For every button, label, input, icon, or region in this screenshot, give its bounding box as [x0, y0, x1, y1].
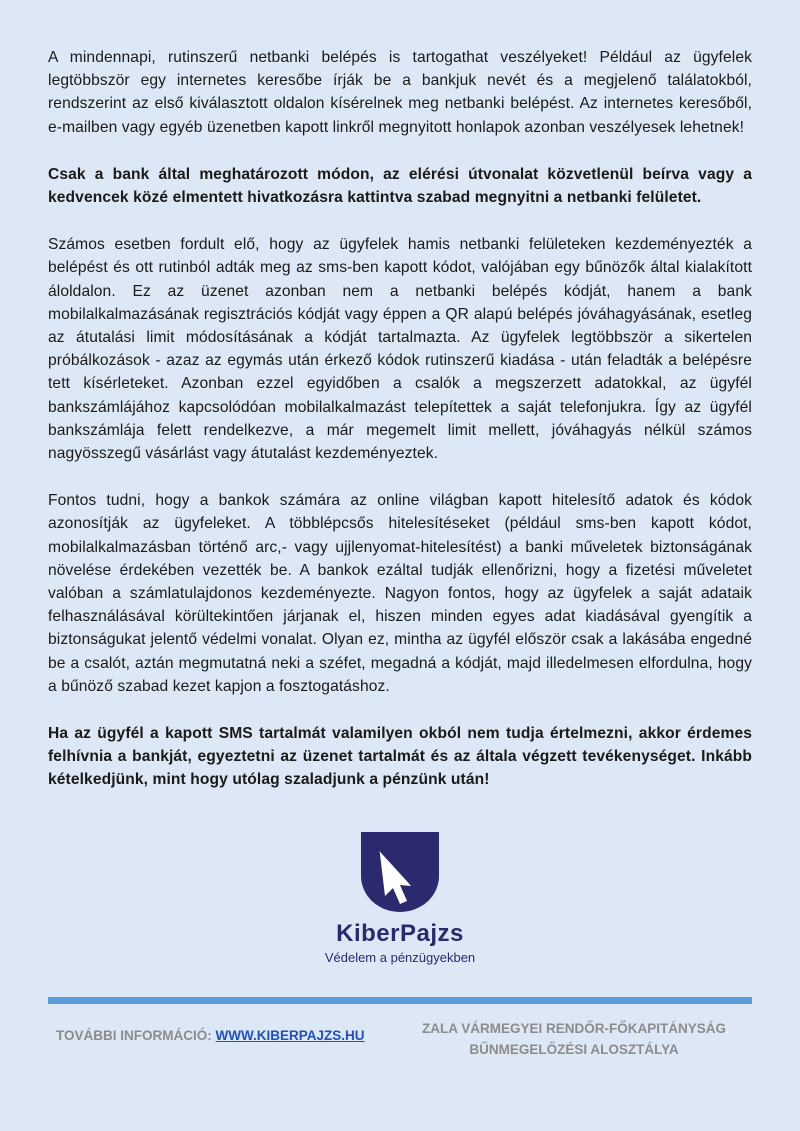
paragraph-warning: Csak a bank által meghatározott módon, az elérési útvonalat közvetlenül beírva vagy a kedvencek közé elmentett hivatkozásra kattintva szabad megnyitni a netbanki felületet. [48, 165, 752, 207]
document-body [48, 46, 752, 816]
shield-cursor-icon [357, 828, 443, 914]
paragraph-advice: Ha az ügyfél a kapott SMS tartalmát valamilyen okból nem tudja értelmezni, akkor érdemes felhívnia a bankját, egyeztetni az üzenet tartalmát és az általa végzett tevékenységet. Inkább kételkedjünk, mint hogy utólag szaladjunk a pénzünk után! [48, 725, 752, 789]
footer-organization [402, 1018, 746, 1060]
footer-org-line1: ZALA VÁRMEGYEI RENDŐR-FŐKAPITÁNYSÁG [421, 1021, 726, 1036]
paragraph-fraud-cases: Számos esetben fordult elő, hogy az ügyfelek hamis netbanki felületeken kezdeményezték a belépést és ott rutinból adták meg az sms-ben kapott kódot, valójában egy bűnözők által kialakított áloldalon. Ez az üzenet azonban nem a netbanki belépés kódját, hanem a bank mobilalkalmazásának regisztrációs kódját vagy éppen a QR alapú belépés jóváhagyásának, esetleg az átutalási limit módosításának a kódját tartalmazta. Az ügyfelek legtöbbször a sikertelen próbálkozások - azaz az egymás után érkező kódok rutinszerű kiadása - után feladták a belépésre tett kísérleteket. Azonban ezzel egyidőben a csalók a megszerzett adatokkal, az ügyfél bankszámlájához kapcsolódóan mobilalkalmazást telepítettek a saját telefonjukra. Így az ügyfél bankszámlája felett rendelkezve, a már megemelt limit mellett, jóváhagyás nélkül számos nagyösszegű vásárlást vagy átutalást kezdeményeztek. [48, 236, 752, 463]
paragraph-intro: A mindennapi, rutinszerű netbanki belépés is tartogathat veszélyeket! Például az ügyfelek legtöbbször egy internetes keresőbe írják be a bankjuk nevét és a megjelenő találatokból, rendszerint az első kiválasztott oldalon kísérelnek meg netbanki belépést. Az internetes keresőből, e-mailben vagy egyéb üzenetben kapott linkről megnyitott honlapok azonban veszélyesek lehetnek! [48, 49, 752, 136]
footer-org-line2: BŰNMEGELŐZÉSI ALOSZTÁLYA [469, 1042, 679, 1057]
footer-info-label: TOVÁBBI INFORMÁCIÓ: [56, 1028, 212, 1043]
paragraph-authentication: Fontos tudni, hogy a bankok számára az online világban kapott hitelesítő adatok és kódok azonosítják az ügyfeleket. A többlépcsős hitelesítéseket (például sms-ben kapott kódot, mobilalkalmazásban történő arc,- vagy ujjlenyomat-hitelesítést) a banki műveletek biztonságának növelése érdekében vezették be. A bankok ezáltal tudják ellenőrizni, hogy a fizetési műveletet valóban a számlatulajdonos kezdeményezte. Nagyon fontos, hogy az ügyfelek a saját adataik felhasználásával körültekintően járjanak el, hiszen minden egyes adat kiadásával gyengítik a biztonságukat jelentő védelmi vonalat. Olyan ez, mintha az ügyfél először csak a lakásába engedné be a csalót, aztán megmutatná neki a széfet, megadná a kódját, majd illedelmesen elfordulna, hogy a bűnöző szabad kezet kapjon a fosztogatáshoz. [48, 492, 752, 695]
footer-website-link[interactable]: WWW.KIBERPAJZS.HU [215, 1028, 365, 1043]
footer-divider [48, 997, 752, 1004]
brand-name: KiberPajzs [336, 920, 464, 947]
brand-tagline: Védelem a pénzügyekben [324, 950, 476, 965]
kiberpajzs-logo [0, 828, 800, 965]
footer-info [56, 1028, 365, 1043]
